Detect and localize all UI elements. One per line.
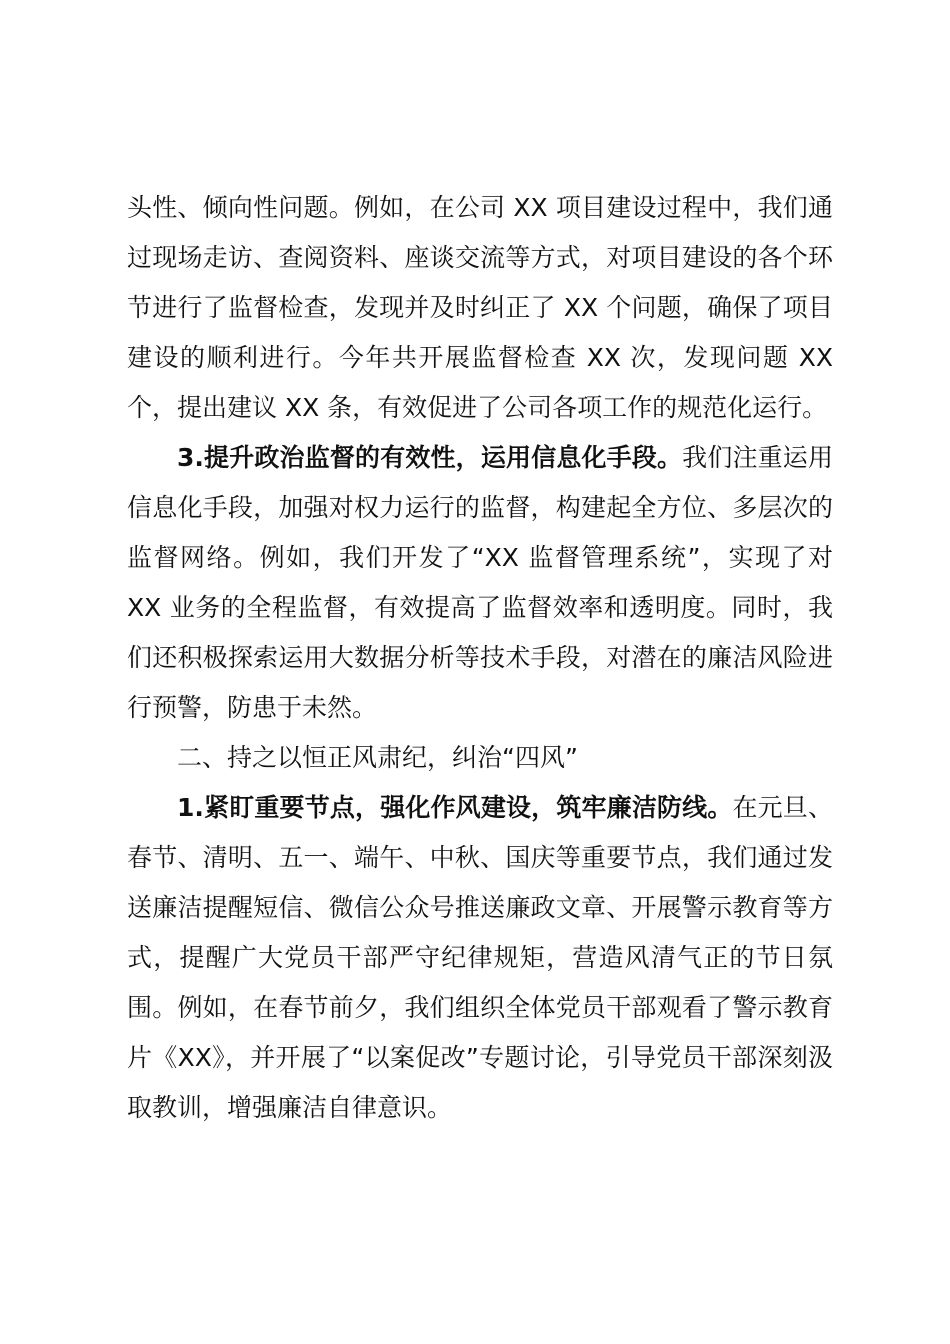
paragraph-continuation <box>127 183 833 433</box>
section-heading <box>127 733 833 783</box>
paragraph-informatization <box>127 433 833 733</box>
paragraph-text: 我们注重运用信息化手段，加强对权力运行的监督，构建起全方位、多层次的监督网络。例如，我们开发了“XX 监督管理系统”，实现了对 XX 业务的全程监督，有效提高了监督效率和透明度。同时，我们还积极探索运用大数据分析等技术手段，对潜在的廉洁风险进行预警，防患于未然。 <box>127 443 833 722</box>
section-heading-text: 二、持之以恒正风肃纪，纠治“四风” <box>177 743 578 772</box>
paragraph-text: 在元旦、春节、清明、五一、端午、中秋、国庆等重要节点，我们通过发送廉洁提醒短信、微信公众号推送廉政文章、开展警示教育等方式，提醒广大党员干部严守纪律规矩，营造风清气正的节日氛围。例如，在春节前夕，我们组织全体党员干部观看了警示教育片《XX》，并开展了“以案促改”专题讨论，引导党员干部深刻汲取教训，增强廉洁自律意识。 <box>127 793 833 1122</box>
paragraph-lead-heading: 3.提升政治监督的有效性，运用信息化手段。 <box>177 443 683 472</box>
document-body <box>127 183 833 1133</box>
paragraph-key-festivals <box>127 783 833 1133</box>
paragraph-text: 头性、倾向性问题。例如，在公司 XX 项目建设过程中，我们通过现场走访、查阅资料、座谈交流等方式，对项目建设的各个环节进行了监督检查，发现并及时纠正了 XX 个问题，确保了项目建设的顺利进行。今年共开展监督检查 XX 次，发现问题 XX 个，提出建议 XX 条，有效促进了公司各项工作的规范化运行。 <box>127 193 833 422</box>
paragraph-lead-heading: 1.紧盯重要节点，强化作风建设，筑牢廉洁防线。 <box>177 793 733 822</box>
